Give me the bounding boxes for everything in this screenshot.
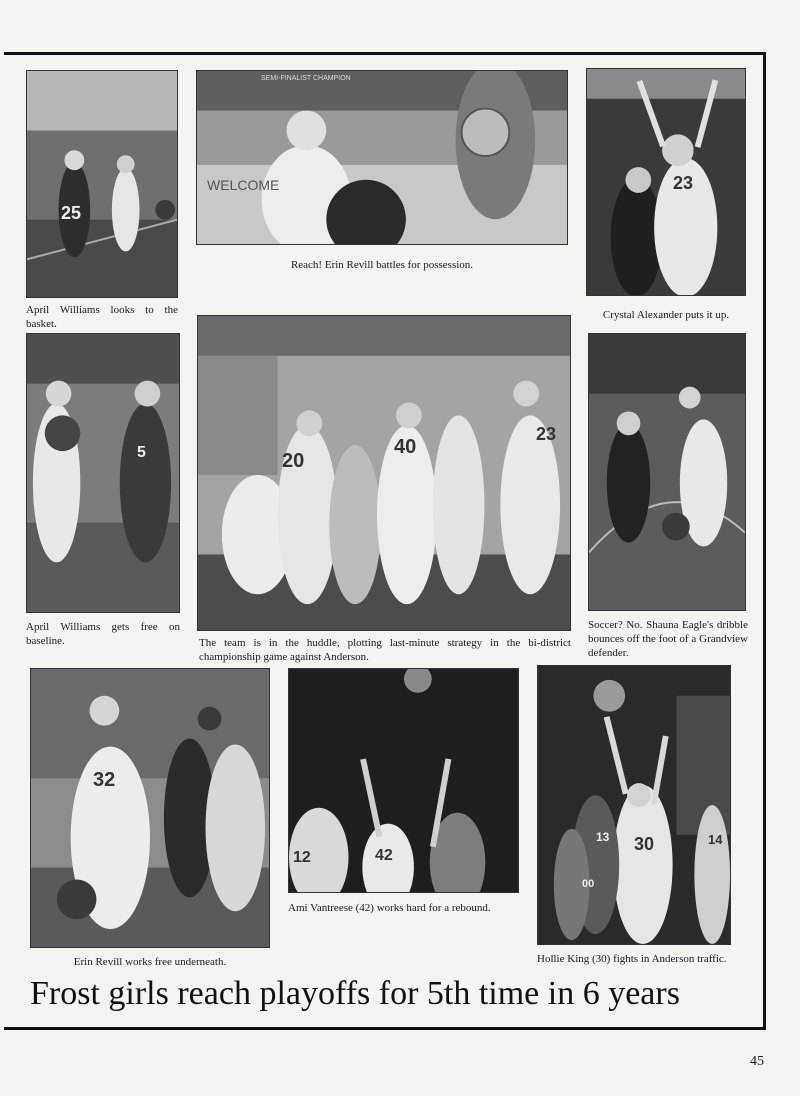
caption-erin-revill-underneath: Erin Revill works free underneath. [73,956,227,968]
jersey-number: 5 [137,444,146,461]
jersey-number: 32 [93,769,116,791]
jersey-number: 23 [536,424,557,444]
page-headline: Frost girls reach playoffs for 5th time in 6 years [30,975,680,1012]
jersey-number: 00 [582,878,595,890]
photo-erin-revill-underneath [30,668,270,948]
page-number: 45 [750,1054,764,1069]
photo-hollie-king [537,665,731,945]
jersey-number: 20 [282,450,305,472]
photo-ami-vantreese [288,668,519,893]
photo-erin-revill-reach [196,70,568,245]
caption-april-williams-baseline: April Williams gets free on baseline. [26,621,180,647]
jersey-number: 40 [394,436,417,458]
jersey-number: 25 [61,203,82,223]
photo-april-williams-basket [26,70,178,298]
caption-team-huddle: The team is in the huddle, plotting last-minute strategy in the bi-district championship game against Anderson. [199,637,571,663]
caption-hollie-king: Hollie King (30) fights in Anderson traffic. [537,953,727,965]
jersey-number: 23 [673,173,694,193]
caption-crystal-alexander: Crystal Alexander puts it up. [602,309,730,321]
photo-crystal-alexander [586,68,746,296]
jersey-number: 13 [596,830,610,844]
photo-shauna-eagle [588,333,746,611]
caption-shauna-eagle: Soccer? No. Shauna Eagle's dribble bounces off the foot of a Grandview defender. [588,619,748,659]
caption-april-williams-basket: April Williams looks to the basket. [26,304,178,330]
jersey-number: 14 [708,832,723,847]
photo-team-huddle [197,315,571,631]
banner-champion: CHAMPION [313,75,351,82]
jersey-number: 42 [375,847,393,864]
jersey-number: 12 [293,849,311,866]
banner-semi-finalist: SEMI-FINALIST [261,75,312,82]
caption-ami-vantreese: Ami Vantreese (42) works hard for a rebound. [288,902,491,914]
caption-erin-revill-reach: Reach! Erin Revill battles for possession. [290,259,474,271]
photo-april-williams-baseline [26,333,180,613]
jersey-number: 30 [634,834,655,854]
wall-text: WELCOME [207,177,280,193]
